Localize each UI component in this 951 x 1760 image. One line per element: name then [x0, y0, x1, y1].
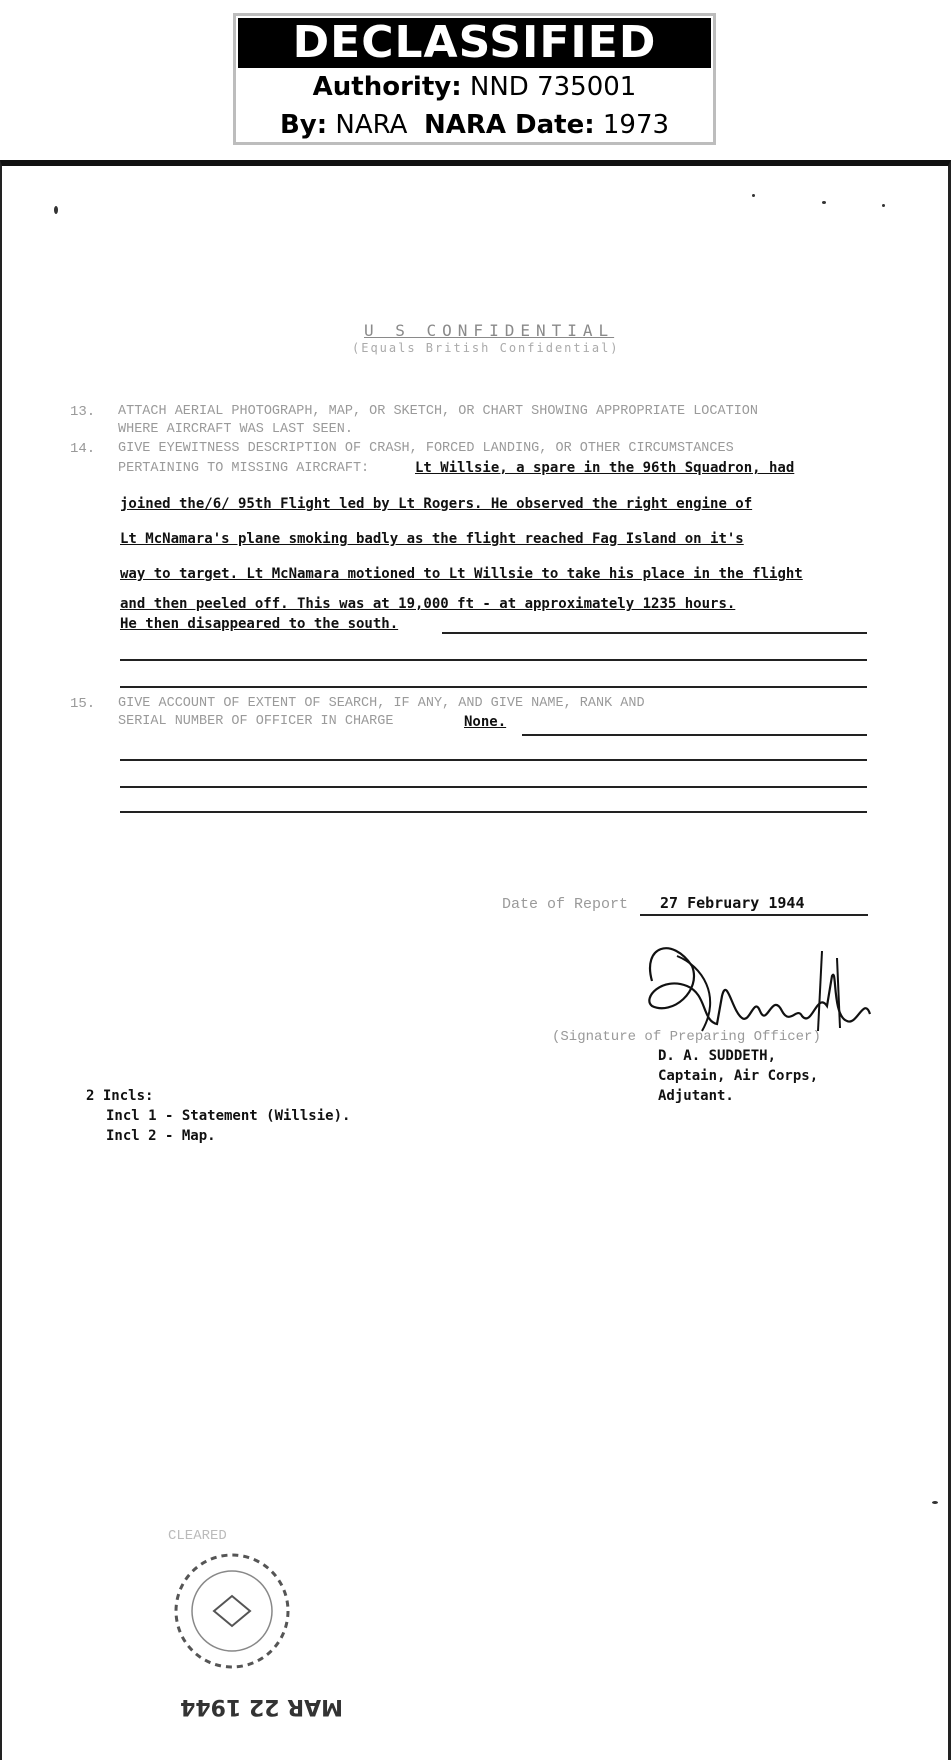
signature-label: (Signature of Preparing Officer) [552, 1029, 821, 1045]
date-of-report-value: 27 February 1944 [660, 894, 805, 912]
banner-by: By: NARA NARA Date: 1973 [279, 110, 670, 140]
scan-speck [752, 194, 755, 197]
item13-line1: ATTACH AERIAL PHOTOGRAPH, MAP, OR SKETCH, OR CHART SHOWING APPROPRIATE LOCATION [118, 404, 759, 419]
item15-number: 15. [70, 696, 96, 712]
date-of-report-label: Date of Report [502, 896, 629, 913]
item14-line2-prefix: PERTAINING TO MISSING AIRCRAFT: [118, 461, 370, 476]
stamp-date: MAR 22 1944 [180, 1694, 344, 1719]
form-rule [120, 686, 867, 688]
classification-subheading: (Equals British Confidential) [352, 341, 620, 355]
form-rule [120, 786, 867, 788]
item14-answer-line-6: He then disappeared to the south. [120, 616, 399, 632]
scan-speck [54, 206, 58, 214]
date-rule [640, 914, 868, 916]
classification-heading: U S CONFIDENTIAL [364, 321, 615, 340]
item14-number: 14. [70, 441, 96, 457]
item15-answer: None. [464, 714, 507, 730]
item13-number: 13. [70, 404, 96, 420]
form-rule [442, 632, 867, 634]
declassified-banner [233, 13, 716, 145]
document-page [0, 160, 951, 1760]
item13-line2: WHERE AIRCRAFT WAS LAST SEEN. [118, 422, 353, 437]
form-rule [120, 659, 867, 661]
received-stamp-icon [162, 1541, 302, 1681]
item14-answer-line-3: Lt McNamara's plane smoking badly as the flight reached Fag Island on it's [120, 531, 744, 547]
form-rule [120, 759, 867, 761]
item14-answer-line-1: Lt Willsie, a spare in the 96th Squadron, had [415, 460, 795, 476]
stamp-label: CLEARED [168, 1528, 227, 1544]
item14-answer-line-4: way to target. Lt McNamara motioned to Lt Willsie to take his place in the flight [120, 566, 803, 582]
banner-title: DECLASSIFIED [238, 18, 711, 68]
officer-rank: Captain, Air Corps, [658, 1068, 819, 1084]
item14-answer-line-2: joined the/6/ 95th Flight led by Lt Rogers. He observed the right engine of [120, 496, 753, 512]
inclosures-heading: 2 Incls: [86, 1088, 154, 1104]
form-rule [522, 734, 867, 736]
item14-line1: GIVE EYEWITNESS DESCRIPTION OF CRASH, FORCED LANDING, OR OTHER CIRCUMSTANCES [118, 441, 734, 456]
item15-line1: GIVE ACCOUNT OF EXTENT OF SEARCH, IF ANY, AND GIVE NAME, RANK AND [118, 696, 645, 711]
scan-speck [932, 1501, 938, 1504]
item15-line2-prefix: SERIAL NUMBER OF OFFICER IN CHARGE [118, 714, 394, 729]
officer-name: D. A. SUDDETH, [658, 1048, 777, 1064]
inclosure-item-1: Incl 1 - Statement (Willsie). [106, 1108, 351, 1124]
banner-authority: Authority: NND 735001 [312, 72, 637, 102]
scan-speck [882, 204, 885, 207]
officer-title: Adjutant. [658, 1088, 734, 1104]
item14-answer-line-5: and then peeled off. This was at 19,000 ft - at approximately 1235 hours. [120, 596, 736, 612]
inclosure-item-2: Incl 2 - Map. [106, 1128, 216, 1144]
form-rule [120, 811, 867, 813]
scan-speck [822, 201, 826, 204]
